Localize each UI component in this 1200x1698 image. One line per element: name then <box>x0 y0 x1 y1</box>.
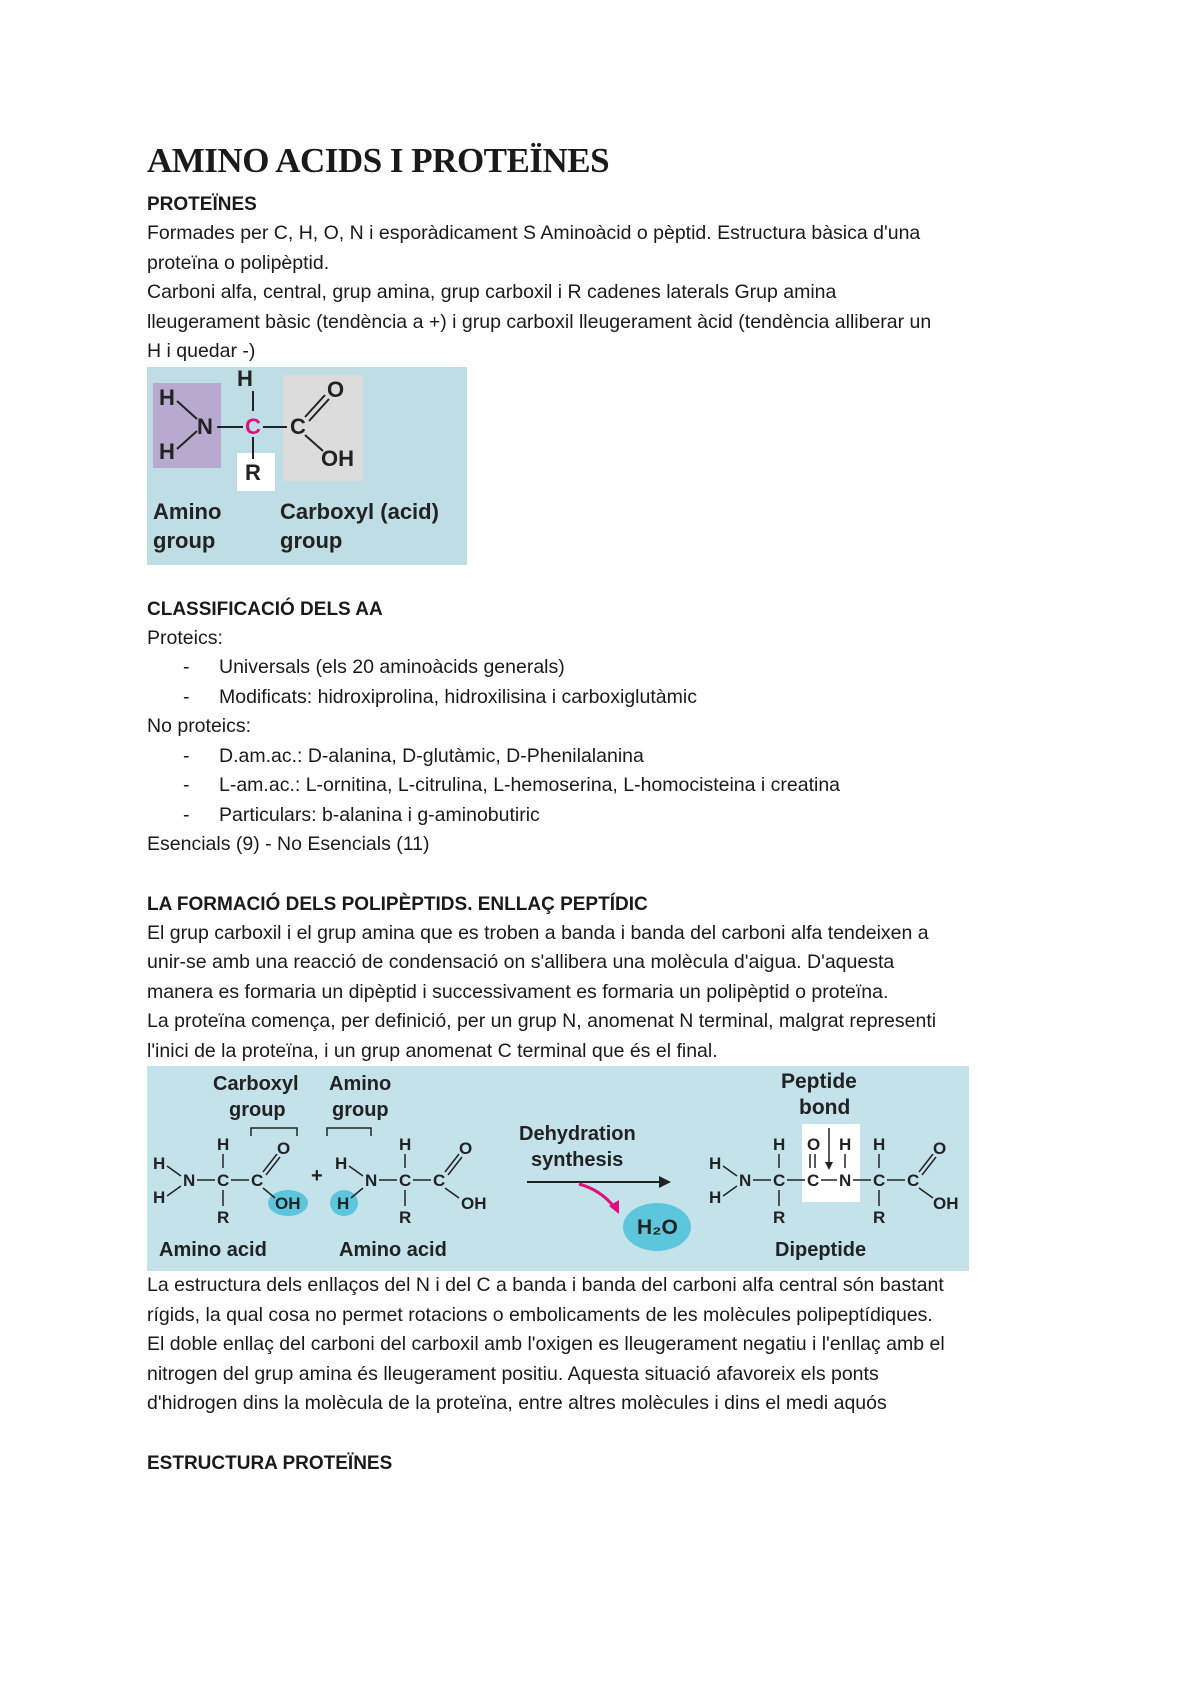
list-item-text: Modificats: hidroxiprolina, hidroxilisina i carboxiglutàmic <box>219 685 697 708</box>
list-item <box>147 801 1077 831</box>
atom-r: R <box>773 1208 786 1227</box>
heading-estructura-proteines: ESTRUCTURA PROTEÏNES <box>147 1452 393 1474</box>
paragraph-line: unir-se amb una reacció de condensació on s'allibera una molècula d'aigua. D'aquesta <box>147 951 895 973</box>
atom-c: C <box>433 1171 446 1190</box>
amino-group-label-1: Amino <box>329 1073 392 1095</box>
atom-oh: OH <box>461 1194 487 1213</box>
atom-h: H <box>337 1194 350 1213</box>
list-item-text: D.am.ac.: D-alanina, D-glutàmic, D-Phenilalanina <box>219 744 644 767</box>
heading-classificacio: CLASSIFICACIÓ DELS AA <box>147 598 383 620</box>
atom-r: R <box>873 1208 886 1227</box>
paragraph-line: Carboni alfa, central, grup amina, grup carboxil i R cadenes laterals Grup amina <box>147 281 837 303</box>
atom-h: H <box>773 1135 786 1154</box>
atom-h: H <box>153 1154 166 1173</box>
oh-label: OH <box>321 445 354 471</box>
atom-c: C <box>399 1171 412 1190</box>
atom-r: R <box>399 1208 412 1227</box>
h-lower-label: H <box>159 438 175 464</box>
amino-acid-label-a: Amino acid <box>159 1239 267 1261</box>
section-proteines <box>147 190 1077 367</box>
atom-o: O <box>807 1135 821 1154</box>
dipeptide-label: Dipeptide <box>775 1239 867 1261</box>
atom-c: C <box>807 1171 820 1190</box>
paragraph-line: El grup carboxil i el grup amina que es troben a banda i banda del carboni alfa tendeixen a <box>147 921 929 944</box>
atom-o: O <box>459 1139 473 1158</box>
heading-proteines: PROTEÏNES <box>147 194 257 215</box>
atom-h: H <box>839 1135 852 1154</box>
atom-c: C <box>873 1171 886 1190</box>
paragraph-line: nitrogen del grup amina és lleugerament positiu. Aquesta situació afavoreix els ponts <box>147 1362 879 1385</box>
paragraph-line: Formades per C, H, O, N i esporàdicament S Aminoàcid o pèptid. Estructura bàsica d'una <box>147 222 921 244</box>
atom-n: N <box>839 1171 852 1190</box>
paragraph-line: lleugerament bàsic (tendència a +) i grup carboxil lleugerament àcid (tendència alliberar un <box>147 310 932 333</box>
atom-h: H <box>709 1154 722 1173</box>
amino-group-label-2: group <box>332 1099 389 1121</box>
document-title: AMINO ACIDS I PROTEÏNES <box>147 141 610 180</box>
atom-h: H <box>873 1135 886 1154</box>
atom-n: N <box>739 1171 752 1190</box>
dehydration-label-1: Dehydration <box>519 1123 636 1145</box>
h-upper-label: H <box>159 384 175 410</box>
bullet-dash: - <box>183 685 190 708</box>
list-item-text: Particulars: b-alanina i g-aminobutiric <box>219 803 540 826</box>
section-classificacio <box>147 595 1077 860</box>
peptide-bond-label-2: bond <box>799 1096 851 1119</box>
atom-c: C <box>907 1171 920 1190</box>
amino-acid-structure-figure <box>147 367 467 565</box>
paragraph-line: H i quedar -) <box>147 340 256 362</box>
spacer <box>147 1419 1077 1449</box>
proteics-label: Proteics: <box>147 626 223 649</box>
list-item-text: Universals (els 20 aminoàcids generals) <box>219 656 565 678</box>
paragraph-line: La proteïna comença, per definició, per un grup N, anomenat N terminal, malgrat representi <box>147 1010 937 1032</box>
atom-n: N <box>365 1171 378 1190</box>
h-top-label: H <box>237 366 253 391</box>
bullet-dash: - <box>183 774 190 796</box>
paragraph-line: El doble enllaç del carboni del carboxil amb l'oxigen es lleugerament negatiu i l'enllaç amb el <box>147 1333 945 1355</box>
atom-h: H <box>709 1188 722 1207</box>
plus-sign: + <box>311 1165 323 1187</box>
atom-o: O <box>933 1139 947 1158</box>
document-page <box>147 140 1077 1478</box>
list-item <box>147 683 1077 713</box>
spacer <box>147 565 1077 595</box>
carboxyl-label-1: Carboxyl (acid) <box>280 498 439 524</box>
atom-h: H <box>153 1188 166 1207</box>
heading-formacio: LA FORMACIÓ DELS POLIPÈPTIDS. ENLLAÇ PEPTÍDIC <box>147 893 648 915</box>
peptide-bond-label-1: Peptide <box>781 1070 857 1093</box>
atom-h: H <box>335 1154 348 1173</box>
list-item <box>147 653 1077 683</box>
list-item-text: L-am.ac.: L-ornitina, L-citrulina, L-hemoserina, L-homocisteina i creatina <box>219 774 841 796</box>
atom-oh: OH <box>275 1194 301 1213</box>
n-label: N <box>197 413 213 439</box>
paragraph-line: l'inici de la proteïna, i un grup anomenat C terminal que és el final. <box>147 1039 718 1062</box>
atom-o: O <box>277 1139 291 1158</box>
list-item <box>147 771 1077 801</box>
paragraph-line: d'hidrogen dins la molècula de la proteïna, entre altres molècules i dins el medi aquós <box>147 1392 887 1414</box>
o-label: O <box>327 376 345 402</box>
atom-h: H <box>217 1135 230 1154</box>
dehydration-label-2: synthesis <box>531 1149 624 1171</box>
bullet-dash: - <box>183 744 190 767</box>
water-label: H₂O <box>637 1216 678 1239</box>
alpha-carbon-label: C <box>245 413 261 439</box>
essentials-line: Esencials (9) - No Esencials (11) <box>147 833 430 855</box>
carboxyl-c-label: C <box>290 413 306 439</box>
atom-c: C <box>251 1171 264 1190</box>
paragraph-line: manera es formaria un dipèptid i successivament es formaria un polipèptid o proteïna. <box>147 980 889 1003</box>
atom-r: R <box>217 1208 230 1227</box>
spacer <box>147 860 1077 890</box>
atom-n: N <box>183 1171 196 1190</box>
r-label: R <box>245 459 261 485</box>
section-formacio <box>147 890 1077 1067</box>
paragraph-line: rígids, la qual cosa no permet rotacions o embolicaments de les molècules polipeptídiques. <box>147 1303 933 1326</box>
atom-c: C <box>217 1171 230 1190</box>
paragraph-line: proteïna o polipèptid. <box>147 251 330 274</box>
atom-h: H <box>399 1135 412 1154</box>
list-item <box>147 742 1077 772</box>
carboxyl-label-2: group <box>280 527 343 553</box>
paragraph-line: La estructura dels enllaços del N i del C a banda i banda del carboni alfa central són bastant <box>147 1274 944 1296</box>
amino-label-1: Amino <box>153 498 222 524</box>
carboxyl-group-label-1: Carboxyl <box>213 1073 299 1095</box>
bullet-dash: - <box>183 656 190 678</box>
peptide-bond-figure <box>147 1066 969 1271</box>
amino-label-2: group <box>153 527 216 553</box>
bullet-dash: - <box>183 803 190 826</box>
atom-oh: OH <box>933 1194 959 1213</box>
amino-acid-label-b: Amino acid <box>339 1239 447 1261</box>
carboxyl-group-label-2: group <box>229 1099 286 1121</box>
no-proteics-label: No proteics: <box>147 715 252 737</box>
section-estructura-enllacos <box>147 1271 1077 1419</box>
atom-c: C <box>773 1171 786 1190</box>
